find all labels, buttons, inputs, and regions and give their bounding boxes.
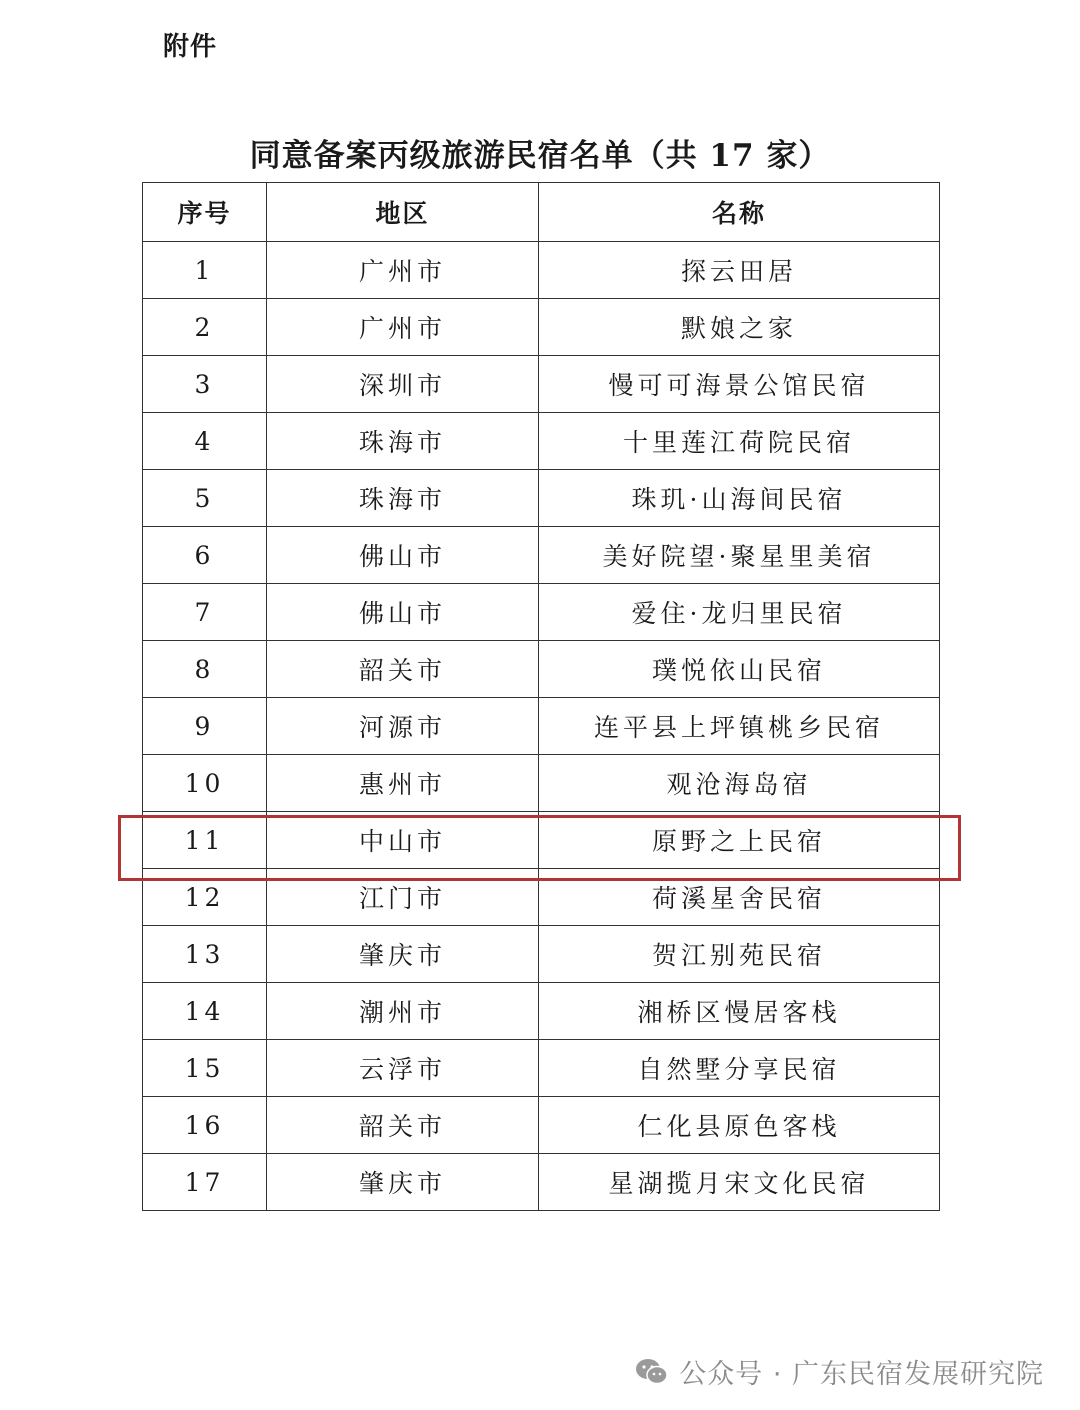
table-row: [143, 1097, 940, 1154]
cell-no: 17: [143, 1154, 267, 1211]
table-row: [143, 641, 940, 698]
cell-name: 探云田居: [539, 242, 940, 299]
cell-area: 江门市: [267, 869, 539, 926]
cell-name: 原野之上民宿: [539, 812, 940, 869]
table-header-row: [143, 183, 940, 242]
cell-area: 佛山市: [267, 527, 539, 584]
table-row: [143, 356, 940, 413]
cell-no: 9: [143, 698, 267, 755]
cell-no: 2: [143, 299, 267, 356]
cell-area: 中山市: [267, 812, 539, 869]
cell-no: 3: [143, 356, 267, 413]
table-row: [143, 299, 940, 356]
cell-no: 4: [143, 413, 267, 470]
document-title: 同意备案丙级旅游民宿名单（共 17 家）: [249, 138, 831, 174]
cell-area: 珠海市: [267, 470, 539, 527]
watermark: [635, 1352, 1044, 1391]
watermark-text: 公众号 · 广东民宿发展研究院: [679, 1359, 1044, 1390]
cell-area: 潮州市: [267, 983, 539, 1040]
cell-area: 肇庆市: [267, 1154, 539, 1211]
cell-no: 7: [143, 584, 267, 641]
cell-name: 爱住·龙归里民宿: [539, 584, 940, 641]
cell-area: 深圳市: [267, 356, 539, 413]
cell-area: 云浮市: [267, 1040, 539, 1097]
cell-no: 8: [143, 641, 267, 698]
cell-name: 十里莲江荷院民宿: [539, 413, 940, 470]
cell-no: 16: [143, 1097, 267, 1154]
header-no: 序号: [143, 183, 267, 242]
cell-no: 15: [143, 1040, 267, 1097]
table-row: [143, 926, 940, 983]
cell-no: 14: [143, 983, 267, 1040]
cell-area: 韶关市: [267, 641, 539, 698]
highlight-box: [118, 815, 961, 881]
header-name: 名称: [539, 183, 940, 242]
cell-area: 广州市: [267, 299, 539, 356]
table-row: [143, 413, 940, 470]
attachment-label: 附件: [163, 32, 218, 62]
table-row: [143, 242, 940, 299]
cell-no: 13: [143, 926, 267, 983]
table-row: [143, 527, 940, 584]
table-row: [143, 470, 940, 527]
cell-name: 荷溪星舍民宿: [539, 869, 940, 926]
wechat-icon: [635, 1358, 669, 1386]
cell-no: 1: [143, 242, 267, 299]
cell-name: 星湖揽月宋文化民宿: [539, 1154, 940, 1211]
cell-name: 默娘之家: [539, 299, 940, 356]
cell-name: 自然墅分享民宿: [539, 1040, 940, 1097]
cell-name: 慢可可海景公馆民宿: [539, 356, 940, 413]
cell-area: 韶关市: [267, 1097, 539, 1154]
cell-area: 河源市: [267, 698, 539, 755]
cell-name: 珠玑·山海间民宿: [539, 470, 940, 527]
table-row: [143, 983, 940, 1040]
homestay-table: [142, 182, 940, 1211]
cell-area: 广州市: [267, 242, 539, 299]
table-row: [143, 584, 940, 641]
cell-name: 贺江别苑民宿: [539, 926, 940, 983]
header-area: 地区: [267, 183, 539, 242]
cell-area: 佛山市: [267, 584, 539, 641]
table-row: [143, 698, 940, 755]
cell-no: 11: [143, 812, 267, 869]
table-row: [143, 1154, 940, 1211]
cell-area: 珠海市: [267, 413, 539, 470]
cell-no: 6: [143, 527, 267, 584]
cell-area: 肇庆市: [267, 926, 539, 983]
cell-name: 湘桥区慢居客栈: [539, 983, 940, 1040]
cell-name: 仁化县原色客栈: [539, 1097, 940, 1154]
table-row: [143, 755, 940, 812]
cell-no: 12: [143, 869, 267, 926]
cell-no: 10: [143, 755, 267, 812]
cell-area: 惠州市: [267, 755, 539, 812]
cell-no: 5: [143, 470, 267, 527]
cell-name: 观沧海岛宿: [539, 755, 940, 812]
cell-name: 璞悦依山民宿: [539, 641, 940, 698]
cell-name: 美好院望·聚星里美宿: [539, 527, 940, 584]
table-row: [143, 1040, 940, 1097]
cell-name: 连平县上坪镇桃乡民宿: [539, 698, 940, 755]
